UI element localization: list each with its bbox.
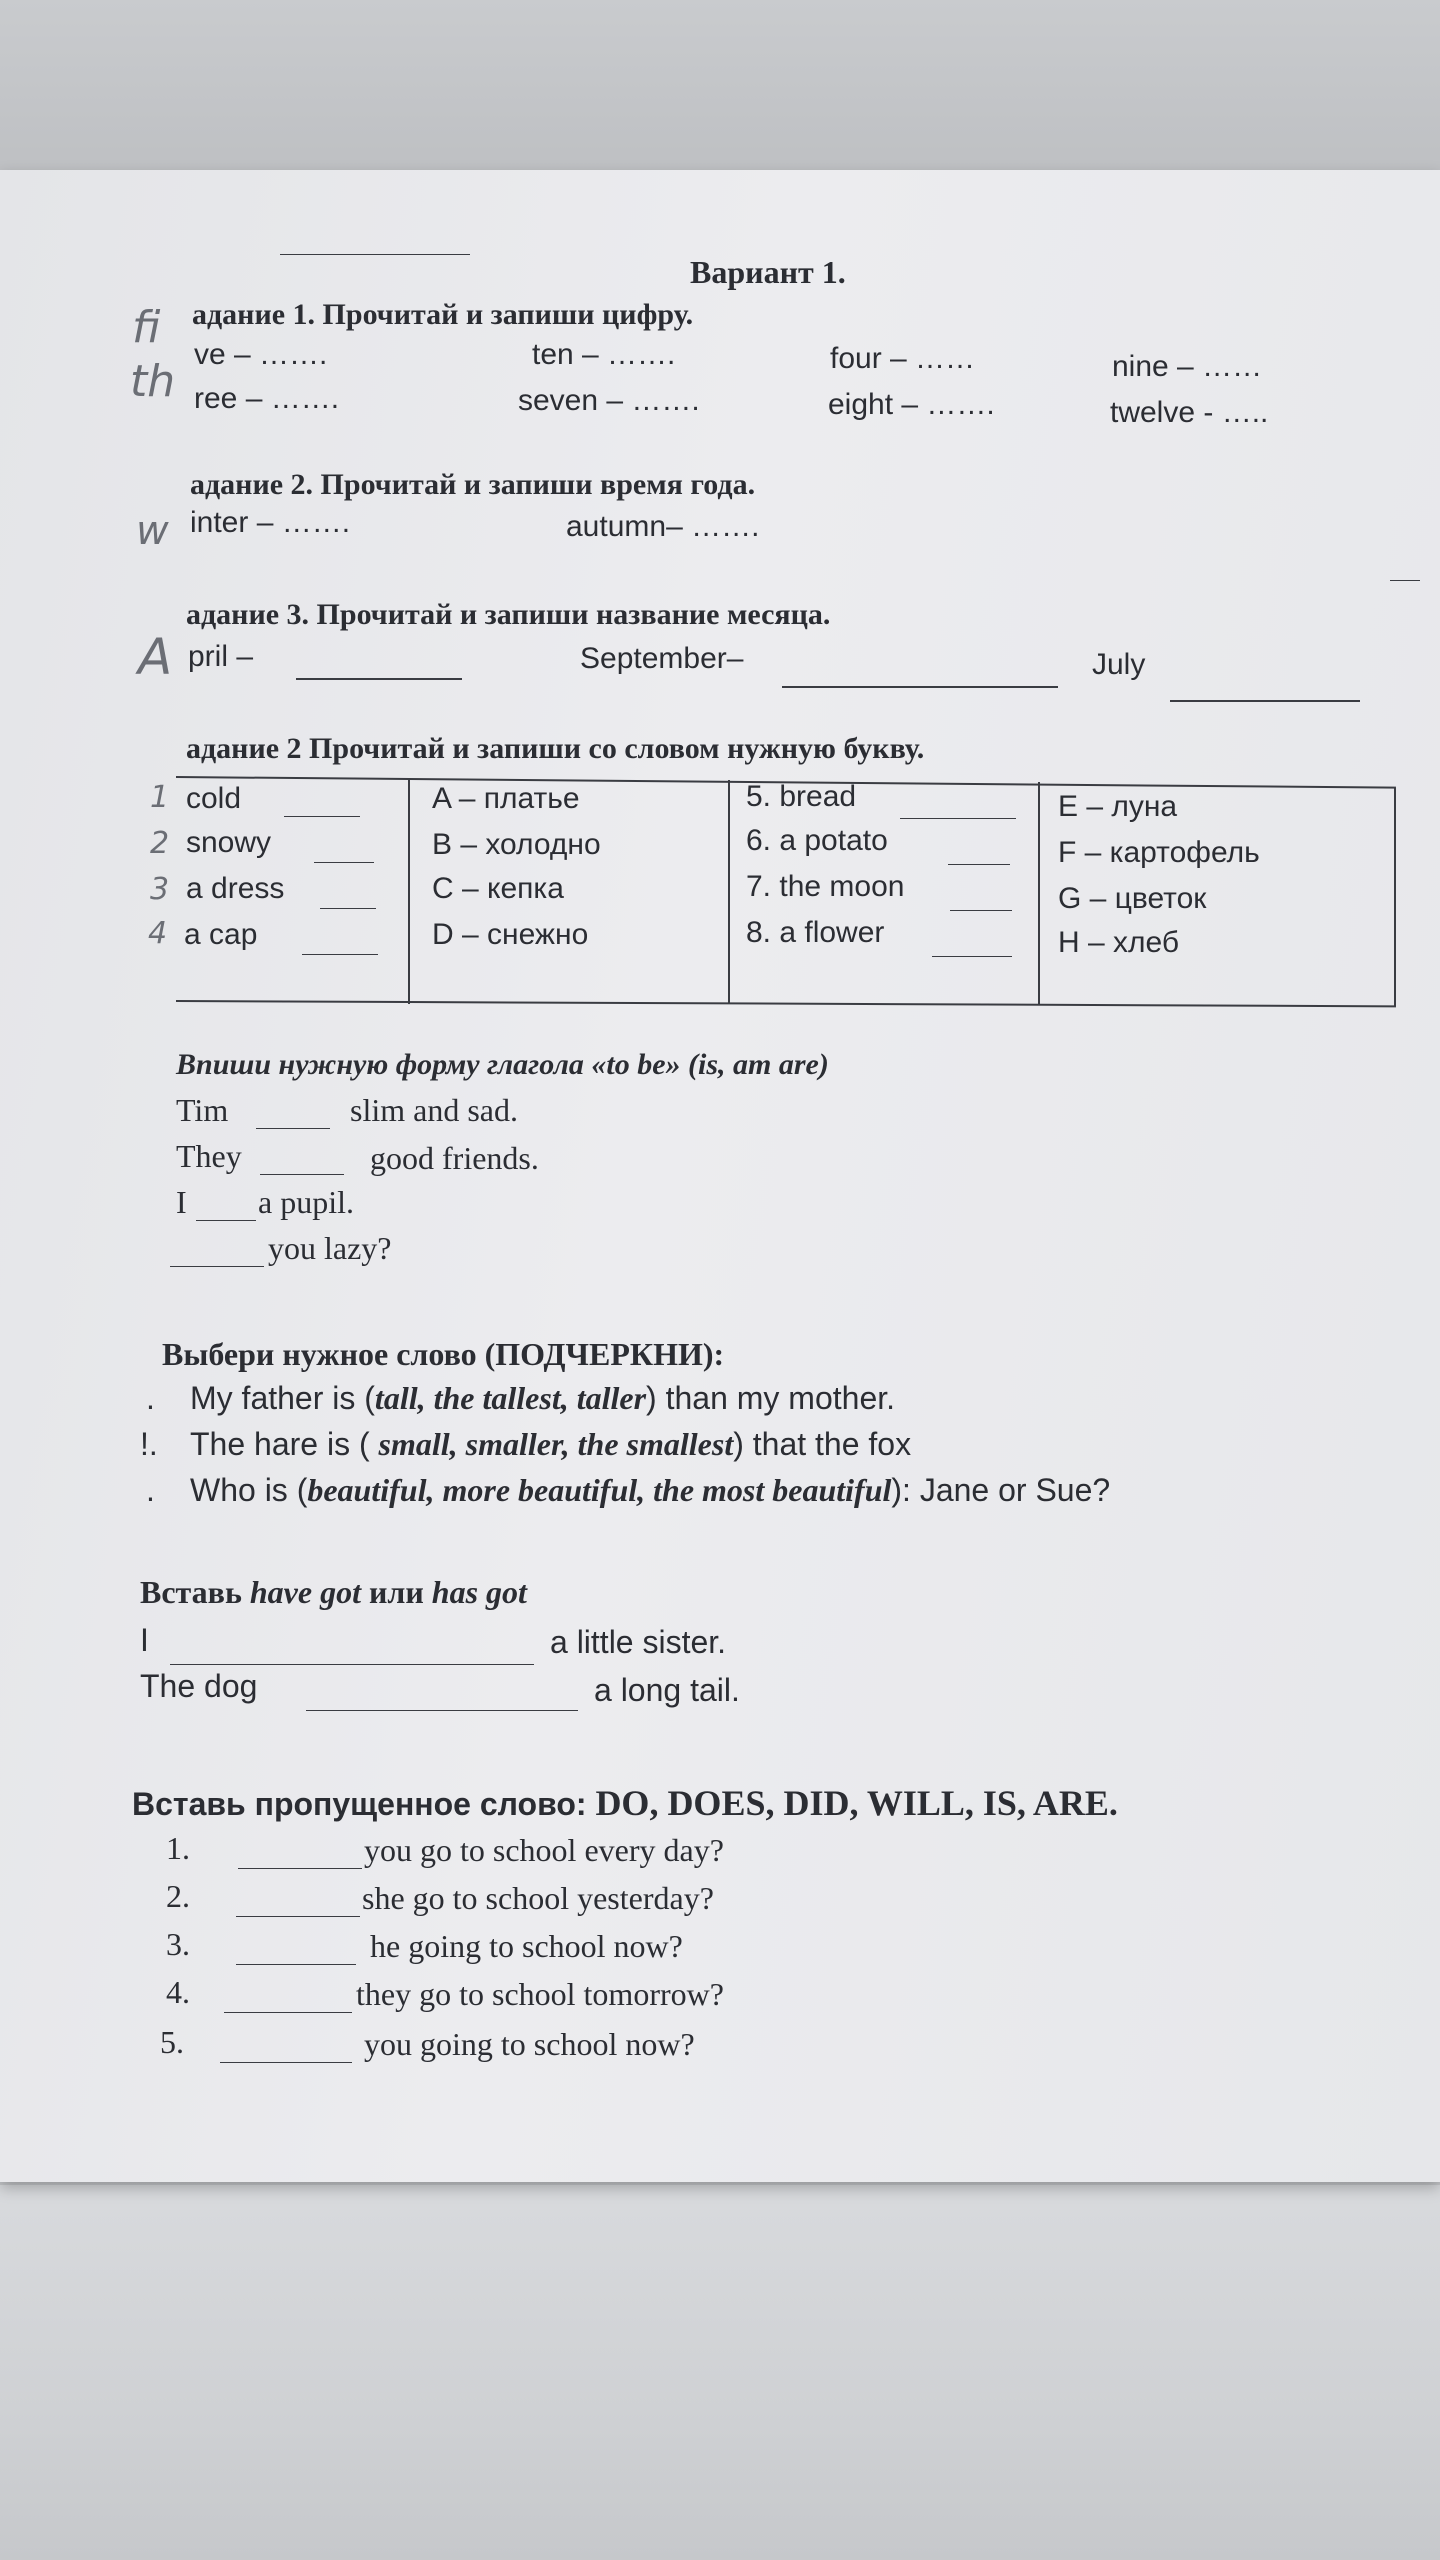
task7-rest: a little sister. (550, 1624, 727, 1660)
answer-blank (900, 818, 1016, 819)
task7-rest: a long tail. (594, 1672, 740, 1708)
col1-number: 3 (150, 872, 170, 907)
task2-item: autumn– ……. (566, 510, 760, 543)
table-column-divider (728, 780, 730, 1004)
task5-subject: I (176, 1184, 187, 1220)
answer-blank (320, 908, 376, 909)
task1-item: twelve - ….. (1110, 396, 1269, 429)
task8-question: you go to school every day? (364, 1832, 724, 1868)
task4-heading: адание 2 Прочитай и запиши со словом нужную букву. (186, 732, 925, 765)
col1-number: 2 (150, 826, 170, 861)
task3-item: pril – (188, 640, 254, 673)
task3-hand-mark: A (138, 628, 173, 686)
task6-sentence: The hare is ( small, smaller, the smallest) that the fox (190, 1426, 912, 1462)
col1-word: cold (186, 782, 242, 815)
task8-question: you going to school now? (364, 2026, 695, 2062)
task6-mark: . (146, 1380, 155, 1416)
task2-heading: адание 2. Прочитай и запиши время года. (190, 468, 756, 501)
task8-number: 5. (160, 2024, 184, 2060)
col4-option: F – картофель (1058, 836, 1260, 869)
task3-item: September– (580, 642, 744, 675)
col3-word: 8. a flower (746, 916, 885, 949)
task3-item: July (1092, 648, 1146, 681)
task6-heading: Выбери нужное слово (ПОДЧЕРКНИ): (162, 1336, 725, 1372)
task1-item: nine – …… (1112, 350, 1263, 383)
answer-blank (236, 1964, 356, 1965)
col4-option: E – луна (1058, 790, 1178, 823)
task6-sentence: My father is (tall, the tallest, taller) than my mother. (190, 1380, 896, 1416)
answer-blank (220, 2062, 352, 2063)
task1-item: ve – ……. (194, 338, 328, 371)
table-bottom-border (176, 1000, 1396, 1007)
task2-item: inter – ……. (190, 506, 351, 539)
task8-number: 1. (166, 1830, 190, 1866)
answer-blank (314, 862, 374, 863)
task5-rest: slim and sad. (350, 1092, 518, 1128)
answer-blank (284, 816, 360, 817)
task1-item: four – …… (830, 342, 976, 375)
answer-blank (1170, 700, 1360, 702)
page-title: Вариант 1. (690, 254, 846, 290)
answer-blank (782, 686, 1058, 688)
task6-sentence: Who is (beautiful, more beautiful, the most beautiful): Jane or Sue? (190, 1472, 1111, 1508)
margin-dash (1390, 580, 1420, 581)
col2-option: C – кепка (432, 872, 564, 905)
task6-mark: !. (140, 1426, 158, 1462)
table-column-divider (408, 778, 410, 1004)
task1-item: seven – ……. (518, 384, 700, 417)
name-blank-line (280, 254, 470, 255)
answer-blank (932, 956, 1012, 957)
col2-option: A – платье (432, 782, 580, 815)
answer-blank (948, 864, 1010, 865)
worksheet-page (0, 170, 1440, 2182)
col4-option: H – хлеб (1058, 926, 1180, 959)
task7-subject: I (140, 1622, 149, 1658)
answer-blank (170, 1266, 264, 1267)
col3-word: 7. the moon (746, 870, 905, 903)
task1-hand-mark-2: th (130, 356, 176, 407)
answer-blank (170, 1664, 534, 1665)
task1-item: ten – ……. (532, 338, 676, 371)
answer-blank (302, 954, 378, 955)
table-column-divider (1038, 782, 1040, 1004)
col4-option: G – цветок (1058, 882, 1207, 915)
answer-blank (236, 1916, 360, 1917)
task5-subject: Tim (176, 1092, 229, 1128)
task5-subject: They (176, 1138, 242, 1174)
task5-rest: you lazy? (268, 1230, 392, 1266)
task6-mark: . (146, 1472, 155, 1508)
task1-item: eight – ……. (828, 388, 995, 421)
task8-number: 4. (166, 1974, 190, 2010)
col2-option: D – снежно (432, 918, 589, 951)
col1-word: a cap (184, 918, 258, 951)
task8-question: she go to school yesterday? (362, 1880, 714, 1916)
task5-rest: a pupil. (258, 1184, 354, 1220)
task8-number: 3. (166, 1926, 190, 1962)
task3-heading: адание 3. Прочитай и запиши название месяца. (186, 598, 831, 631)
task5-heading: Впиши нужную форму глагола «to be» (is, am are) (176, 1048, 829, 1081)
task8-number: 2. (166, 1878, 190, 1914)
col3-word: 6. a potato (746, 824, 888, 857)
task1-heading: адание 1. Прочитай и запиши цифру. (192, 298, 694, 331)
task2-hand-mark: w (136, 508, 169, 554)
col3-word: 5. bread (746, 780, 857, 813)
col1-number: 1 (150, 780, 170, 815)
table-right-border (1394, 788, 1396, 1006)
task8-question: they go to school tomorrow? (356, 1976, 724, 2012)
col2-option: B – холодно (432, 828, 601, 861)
answer-blank (950, 910, 1012, 911)
col1-word: a dress (186, 872, 285, 905)
task8-question: he going to school now? (370, 1928, 683, 1964)
answer-blank (196, 1220, 256, 1221)
task5-rest: good friends. (370, 1140, 539, 1176)
task7-subject: The dog (140, 1668, 258, 1704)
table-surface (0, 2185, 1440, 2560)
answer-blank (238, 1868, 362, 1869)
task8-heading: Вставь пропущенное слово: DO, DOES, DID, WILL, IS, ARE. (132, 1783, 1118, 1823)
task7-heading: Вставь have got или has got (140, 1574, 527, 1610)
task1-hand-mark-1: fi (132, 302, 161, 353)
col1-word: snowy (186, 826, 272, 859)
col1-number: 4 (148, 916, 168, 951)
answer-blank (306, 1710, 578, 1711)
task1-item: ree – ……. (194, 382, 340, 415)
answer-blank (296, 678, 462, 680)
answer-blank (224, 2012, 352, 2013)
answer-blank (256, 1128, 330, 1129)
answer-blank (260, 1174, 344, 1175)
